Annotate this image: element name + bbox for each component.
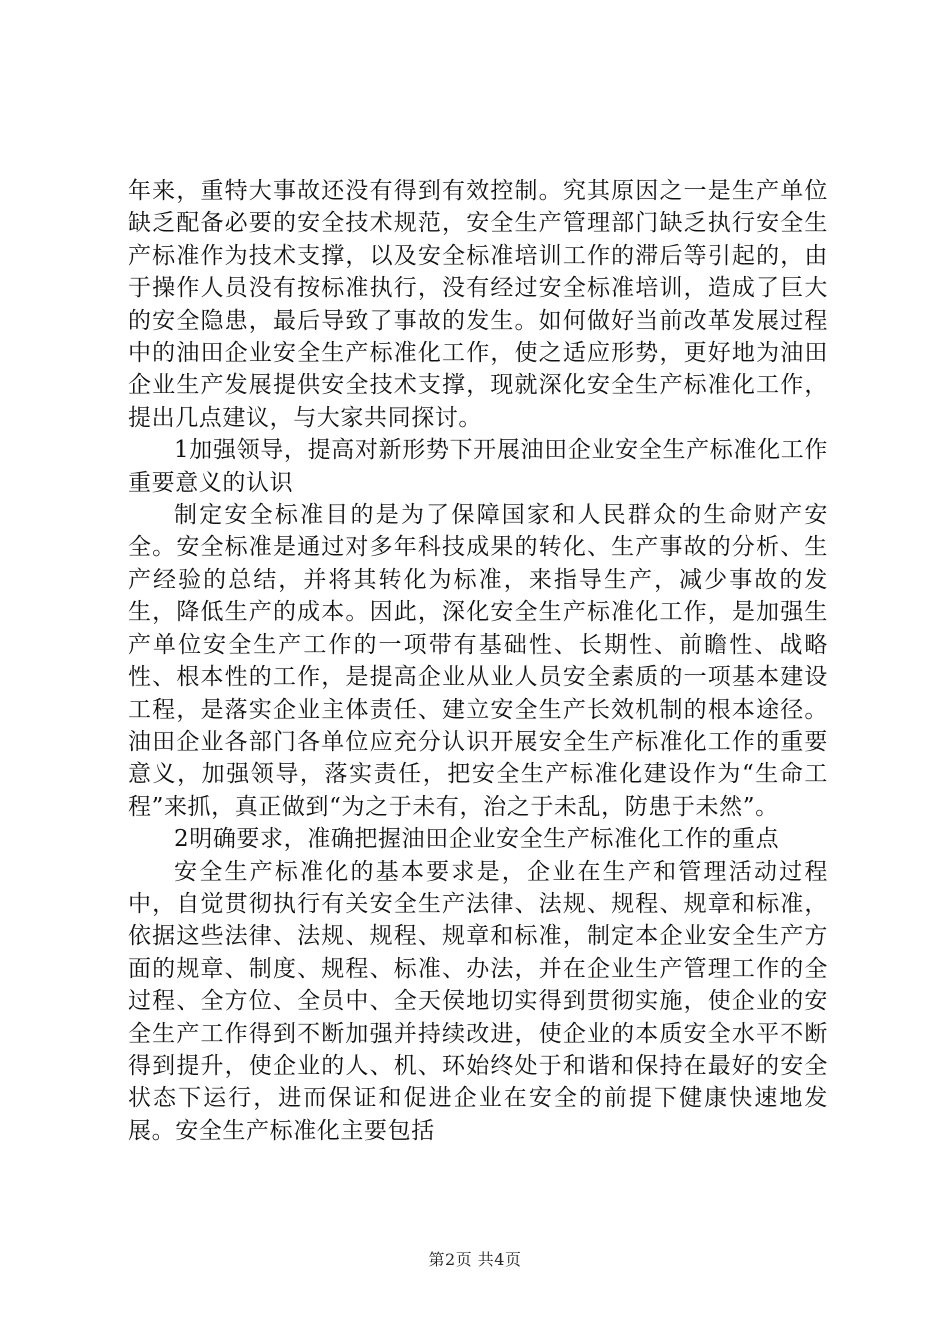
paragraph-section-2: 安全生产标准化的基本要求是，企业在生产和管理活动过程中，自觉贯彻执行有关安全生产法律、法规、规程、规章和标准，依据这些法律、法规、规程、规章和标准，制定本企业安全生产方面的规章、制度、规程、标准、办法，并在企业生产管理工作的全过程、全方位、全员中、全天侯地切实得到贯彻实施，使企业的安全生产工作得到不断加强并持续改进，使企业的本质安全水平不断得到提升，使企业的人、机、环始终处于和谐和保持在最好的安全状态下运行，进而保证和促进企业在安全的前提下健康快速地发展。安全生产标准化主要包括	[128, 858, 828, 1144]
paragraph-section-1: 制定安全标准目的是为了保障国家和人民群众的生命财产安全。安全标准是通过对多年科技成果的转化、生产事故的分析、生产经验的总结，并将其转化为标准，来指导生产，减少事故的发生，降低生产的成本。因此，深化安全生产标准化工作，是加强生产单位安全生产工作的一项带有基础性、长期性、前瞻性、战略性、根本性的工作，是提高企业从业人员安全素质的一项基本建设工程，是落实企业主体责任、建立安全生产长效机制的根本途径。油田企业各部门各单位应充分认识开展安全生产标准化工作的重要意义，加强领导，落实责任，把安全生产标准化建设作为“生命工程”来抓，真正做到“为之于未有，治之于未乱，防患于未然”。	[128, 502, 828, 820]
section-heading-1: 1加强领导，提高对新形势下开展油田企业安全生产标准化工作重要意义的认识	[128, 437, 828, 496]
document-body	[128, 175, 828, 1147]
paragraph-continuation: 年来，重特大事故还没有得到有效控制。究其原因之一是生产单位缺乏配备必要的安全技术规范，安全生产管理部门缺乏执行安全生产标准作为技术支撑，以及安全标准培训工作的滞后等引起的，由于操作人员没有按标准执行，没有经过安全标准培训，造成了巨大的安全隐患，最后导致了事故的发生。如何做好当前改革发展过程中的油田企业安全生产标准化工作，使之适应形势，更好地为油田企业生产发展提供安全技术支撑，现就深化安全生产标准化工作，提出几点建议，与大家共同探讨。	[128, 178, 828, 431]
page-footer: 第2页 共4页	[428, 1250, 522, 1269]
section-heading-2: 2明确要求，准确把握油田企业安全生产标准化工作的重点	[174, 826, 780, 853]
